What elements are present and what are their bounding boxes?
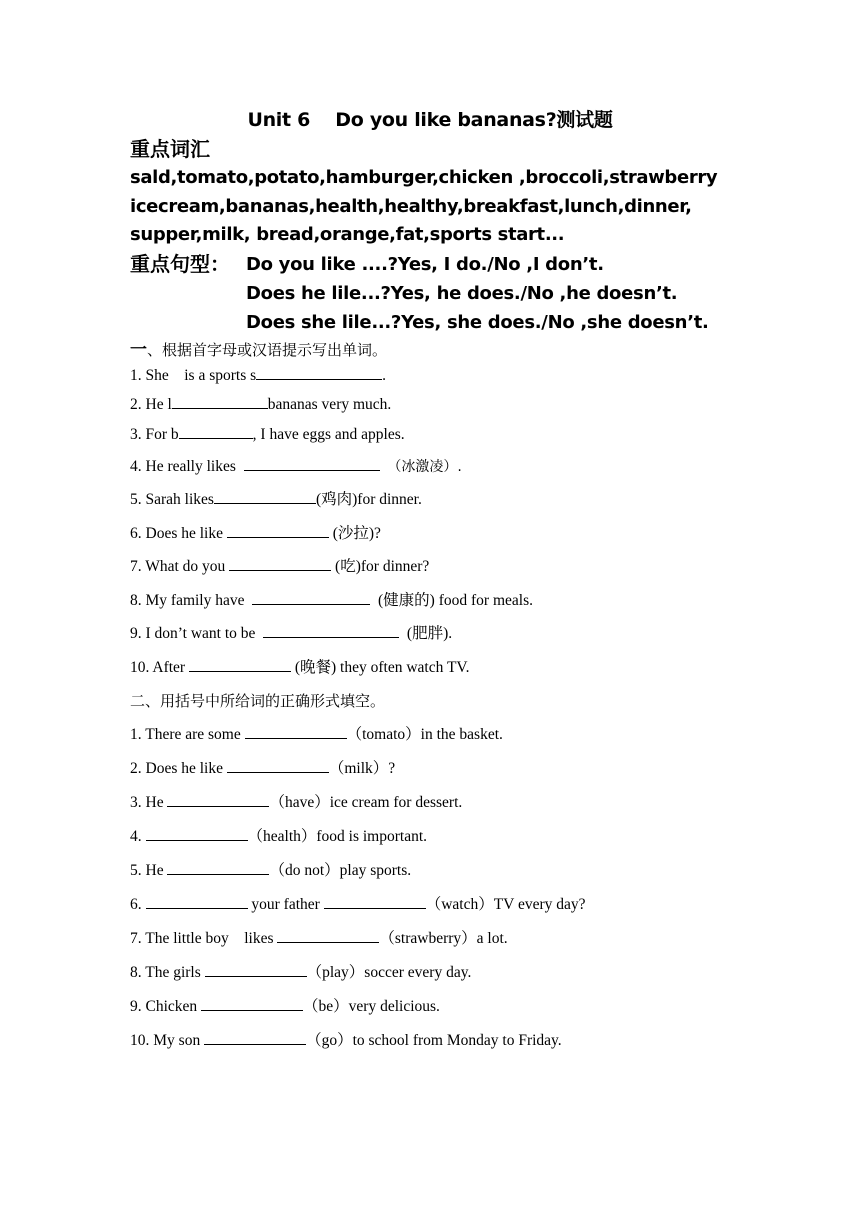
answer-blank[interactable] — [263, 623, 399, 638]
question-1-7: 7. What do you (吃)for dinner? — [130, 558, 430, 575]
answer-blank[interactable] — [179, 424, 253, 439]
question-1-4: 4. He really likes （冰激凌）. — [130, 457, 462, 475]
answer-blank[interactable] — [167, 792, 269, 807]
question-1-9: 9. I don’t want to be (肥胖). — [130, 625, 453, 642]
vocab-line: icecream,bananas,health,healthy,breakfast,lunch,dinner, — [130, 195, 692, 217]
question-2-7: 7. The little boy likes （strawberry）a lot. — [130, 930, 508, 947]
section-1-instruction: 、根据首字母或汉语提示写出单词。 — [147, 340, 388, 359]
vocab-line: supper,milk, bread,orange,fat,sports start... — [130, 224, 565, 245]
question-2-4: 4. （health）food is important. — [130, 828, 428, 845]
pattern-sentence: Does she lile...?Yes, she does./No ,she doesn’t. — [246, 311, 709, 333]
answer-blank[interactable] — [204, 1030, 306, 1045]
answer-blank[interactable] — [245, 724, 347, 739]
pattern-label: 重点句型： — [130, 251, 230, 276]
section-1 — [130, 339, 730, 685]
question-2-5: 5. He （do not）play sports. — [130, 862, 412, 879]
answer-blank[interactable] — [227, 758, 329, 773]
section-2-title: 二、用括号中所给词的正确形式填空。 — [130, 692, 386, 710]
answer-blank[interactable] — [205, 962, 307, 977]
answer-blank[interactable] — [214, 489, 316, 504]
worksheet — [130, 106, 730, 1058]
vocab-line: sald,tomato,potato,hamburger,chicken ,broccoli,strawberry — [130, 167, 718, 188]
section-1-title — [130, 339, 730, 361]
answer-blank[interactable] — [252, 590, 370, 605]
pattern-row — [130, 308, 730, 337]
answer-blank[interactable] — [227, 523, 329, 538]
answer-blank[interactable] — [146, 894, 248, 909]
page-title: Unit 6 Do you like bananas?测试题 — [247, 109, 613, 131]
question-2-10: 10. My son （go）to school from Monday to Friday. — [130, 1032, 562, 1049]
answer-blank[interactable] — [277, 928, 379, 943]
question-2-9: 9. Chicken （be）very delicious. — [130, 998, 440, 1015]
section-2 — [130, 684, 730, 1058]
pattern-sentence: Does he lile...?Yes, he does./No ,he doesn’t. — [246, 282, 678, 304]
section-1-number: 一 — [130, 339, 147, 360]
pattern-row — [130, 279, 730, 308]
pattern-sentence: Do you like ....?Yes, I do./No ,I don’t. — [246, 253, 604, 275]
question-1-5: 5. Sarah likes (鸡肉)for dinner. — [130, 491, 422, 508]
question-2-6: 6. your father （watch）TV every day? — [130, 896, 586, 913]
question-2-8: 8. The girls （play）soccer every day. — [130, 964, 472, 981]
answer-blank[interactable] — [189, 657, 291, 672]
question-2-3: 3. He （have）ice cream for dessert. — [130, 794, 463, 811]
question-1-6: 6. Does he like (沙拉)? — [130, 524, 381, 542]
answer-blank[interactable] — [324, 894, 426, 909]
question-1-8: 8. My family have (健康的) food for meals. — [130, 591, 533, 609]
answer-blank[interactable] — [256, 365, 382, 380]
vocab-heading: 重点词汇 — [130, 137, 210, 161]
answer-blank[interactable] — [229, 556, 331, 571]
question-1-3: 3. For b , I have eggs and apples. — [130, 425, 405, 443]
answer-blank[interactable] — [201, 996, 303, 1011]
answer-blank[interactable] — [146, 826, 248, 841]
question-2-2: 2. Does he like （milk）? — [130, 760, 396, 777]
answer-blank[interactable] — [244, 456, 380, 471]
answer-blank[interactable] — [172, 394, 268, 409]
pattern-row — [130, 250, 730, 279]
question-1-1: 1. She is a sports s . — [130, 366, 387, 384]
question-2-1: 1. There are some （tomato）in the basket. — [130, 726, 503, 743]
question-1-2: 2. He l bananas very much. — [130, 395, 392, 413]
answer-blank[interactable] — [167, 860, 269, 875]
question-1-10: 10. After (晚餐) they often watch TV. — [130, 658, 470, 676]
